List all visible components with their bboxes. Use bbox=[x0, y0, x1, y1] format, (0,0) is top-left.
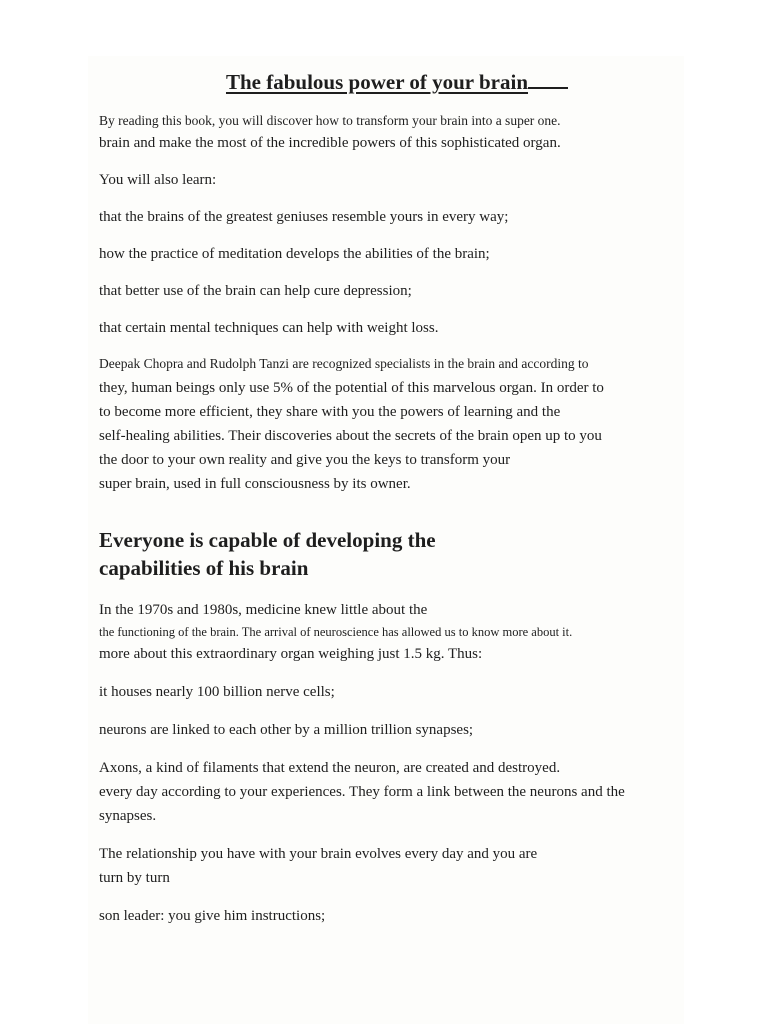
learn-item: that the brains of the greatest geniuses resemble yours in every way; bbox=[99, 209, 509, 225]
axons-paragraph: Axons, a kind of filaments that extend the neuron, are created and destroyed. every day according to your experiences. They form a link between the neurons and the synapses. bbox=[99, 760, 625, 824]
learn-intro: You will also learn: bbox=[99, 172, 217, 188]
learn-item: that certain mental techniques can help with weight loss. bbox=[99, 320, 439, 336]
authors-paragraph-body: they, human beings only use 5% of the potential of this marvelous organ. In order to to become more efficient, they share with you the powers of learning and the self-healing abilities. Their discoveries about the secrets of the brain open up to you the door to your own reality and give you the keys to transform your super brain, used in full consciousness by its owner. bbox=[99, 380, 604, 492]
history-line-1: In the 1970s and 1980s, medicine knew little about the bbox=[99, 602, 428, 618]
learn-item: how the practice of meditation develops the abilities of the brain; bbox=[99, 246, 490, 262]
authors-paragraph-line-1: Deepak Chopra and Rudolph Tanzi are recognized specialists in the brain and according to bbox=[99, 356, 589, 371]
intro-line-1: By reading this book, you will discover how to transform your brain into a super one. bbox=[99, 113, 561, 128]
fact-item: neurons are linked to each other by a million trillion synapses; bbox=[99, 722, 474, 738]
fact-item: it houses nearly 100 billion nerve cells; bbox=[99, 684, 335, 700]
page-title-text: The fabulous power of your brain bbox=[225, 70, 529, 94]
leader-line: son leader: you give him instructions; bbox=[99, 908, 326, 924]
history-line-3: more about this extraordinary organ weighing just 1.5 kg. Thus: bbox=[99, 646, 483, 662]
intro-line-2: brain and make the most of the incredible powers of this sophisticated organ. bbox=[99, 135, 561, 151]
document-body bbox=[99, 68, 699, 928]
title-underline-trail bbox=[528, 69, 568, 89]
relationship-paragraph: The relationship you have with your brain evolves every day and you are turn by turn bbox=[99, 846, 538, 886]
history-line-2: the functioning of the brain. The arrival of neuroscience has allowed us to know more about it. bbox=[99, 625, 573, 639]
learn-item: that better use of the brain can help cure depression; bbox=[99, 283, 412, 299]
page-title bbox=[95, 68, 699, 96]
section-heading: Everyone is capable of developing the capabilities of his brain bbox=[99, 528, 436, 580]
